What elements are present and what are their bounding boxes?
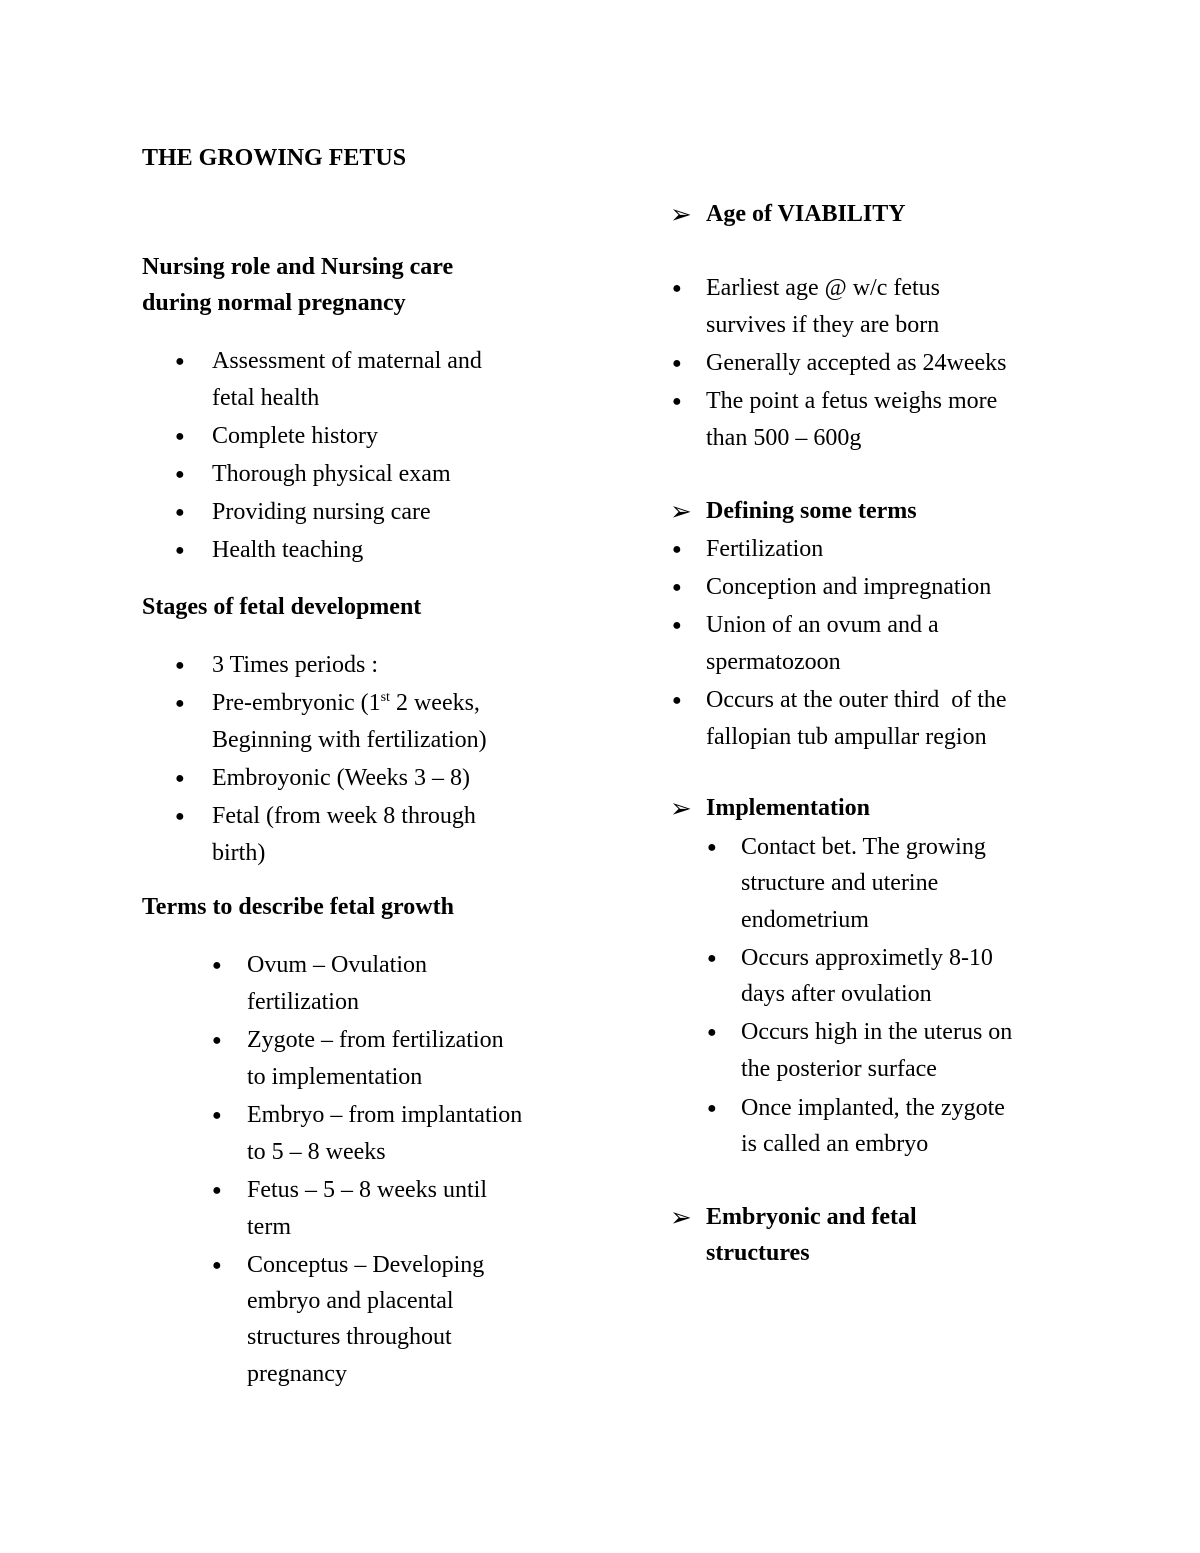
section-heading-structures-cont: structures — [706, 1240, 810, 1266]
list-item-cont: birth) — [212, 840, 266, 866]
bullet-icon: ● — [175, 808, 185, 825]
list-item: Generally accepted as 24weeks — [706, 350, 1007, 376]
section-heading-terms: Terms to describe fetal growth — [142, 894, 454, 920]
ordinal-suffix: st — [380, 690, 390, 705]
arrow-bullet-icon: ➢ — [670, 200, 692, 229]
bullet-icon: ● — [175, 466, 185, 483]
arrow-bullet-icon: ➢ — [670, 1203, 692, 1232]
bullet-icon: ● — [212, 1032, 222, 1049]
list-item-cont: embryo and placental — [247, 1288, 454, 1314]
list-item-cont: days after ovulation — [741, 981, 932, 1007]
section-heading-nursing-role: Nursing role and Nursing care — [142, 254, 454, 280]
list-item: Union of an ovum and a — [706, 612, 939, 638]
list-item-cont: the posterior surface — [741, 1056, 937, 1082]
list-item: Once implanted, the zygote — [741, 1095, 1005, 1121]
list-item: Earliest age @ w/c fetus — [706, 275, 941, 301]
list-item-cont: pregnancy — [247, 1361, 347, 1387]
list-item: Assessment of maternal and — [212, 348, 482, 374]
list-item-cont: than 500 – 600g — [706, 425, 862, 451]
section-heading-viability: Age of VIABILITY — [706, 201, 906, 227]
list-item-cont: spermatozoon — [706, 649, 841, 675]
bullet-icon: ● — [212, 1182, 222, 1199]
list-item: Conception and impregnation — [706, 574, 992, 600]
list-item-cont: structures throughout — [247, 1324, 452, 1350]
list-item: Zygote – from fertilization — [247, 1027, 504, 1053]
list-item-cont: structure and uterine — [741, 870, 939, 896]
section-heading-implementation: Implementation — [706, 795, 870, 821]
bullet-icon: ● — [175, 695, 185, 712]
list-item: Fetus – 5 – 8 weeks until — [247, 1177, 487, 1203]
bullet-icon: ● — [212, 1257, 222, 1274]
bullet-icon: ● — [672, 579, 682, 596]
list-item: Fetal (from week 8 through — [212, 803, 476, 829]
list-item-cont: endometrium — [741, 907, 869, 933]
bullet-icon: ● — [672, 393, 682, 410]
section-heading-defining-terms: Defining some terms — [706, 498, 917, 524]
bullet-icon: ● — [707, 839, 717, 856]
bullet-icon: ● — [707, 950, 717, 967]
list-item: Providing nursing care — [212, 499, 431, 525]
list-item: Occurs at the outer third of the — [706, 687, 1007, 713]
list-item-cont: survives if they are born — [706, 312, 940, 338]
list-item-cont: to 5 – 8 weeks — [247, 1139, 386, 1165]
section-heading-nursing-role-cont: during normal pregnancy — [142, 290, 406, 316]
bullet-icon: ● — [175, 770, 185, 787]
list-item: Ovum – Ovulation — [247, 952, 427, 978]
list-item: The point a fetus weighs more — [706, 388, 998, 414]
bullet-icon: ● — [212, 957, 222, 974]
list-item-text: Pre-embryonic (1 — [212, 690, 381, 716]
bullet-icon: ● — [672, 541, 682, 558]
list-item: Thorough physical exam — [212, 461, 451, 487]
list-item-cont: to implementation — [247, 1064, 423, 1090]
bullet-icon: ● — [707, 1100, 717, 1117]
bullet-icon: ● — [672, 280, 682, 297]
arrow-bullet-icon: ➢ — [670, 794, 692, 823]
list-item: Fertilization — [706, 536, 824, 562]
list-item: Occurs high in the uterus on — [741, 1019, 1013, 1045]
arrow-bullet-icon: ➢ — [670, 497, 692, 526]
list-item: Health teaching — [212, 537, 364, 563]
list-item-cont: fallopian tub ampullar region — [706, 724, 987, 750]
list-item: Contact bet. The growing — [741, 834, 986, 860]
bullet-icon: ● — [175, 542, 185, 559]
list-item-cont: fertilization — [247, 989, 359, 1015]
bullet-icon: ● — [672, 692, 682, 709]
list-item: Embryo – from implantation — [247, 1102, 523, 1128]
list-item: Embroyonic (Weeks 3 – 8) — [212, 765, 470, 791]
list-item: Occurs approximetly 8-10 — [741, 945, 993, 971]
bullet-icon: ● — [175, 657, 185, 674]
list-item — [212, 685, 480, 722]
page-title: THE GROWING FETUS — [142, 145, 407, 171]
list-item: 3 Times periods : — [212, 652, 379, 678]
bullet-icon: ● — [175, 353, 185, 370]
list-item-text: 2 weeks, — [389, 690, 480, 716]
list-item: Complete history — [212, 423, 378, 449]
list-item-cont: fetal health — [212, 385, 320, 411]
section-heading-structures: Embryonic and fetal — [706, 1204, 917, 1230]
list-item-cont: Beginning with fertilization) — [212, 727, 487, 753]
bullet-icon: ● — [672, 617, 682, 634]
bullet-icon: ● — [707, 1024, 717, 1041]
list-item: Conceptus – Developing — [247, 1252, 485, 1278]
list-item-cont: term — [247, 1214, 291, 1240]
bullet-icon: ● — [175, 504, 185, 521]
section-heading-stages: Stages of fetal development — [142, 594, 422, 620]
bullet-icon: ● — [175, 428, 185, 445]
bullet-icon: ● — [672, 355, 682, 372]
list-item-cont: is called an embryo — [741, 1131, 929, 1157]
bullet-icon: ● — [212, 1107, 222, 1124]
